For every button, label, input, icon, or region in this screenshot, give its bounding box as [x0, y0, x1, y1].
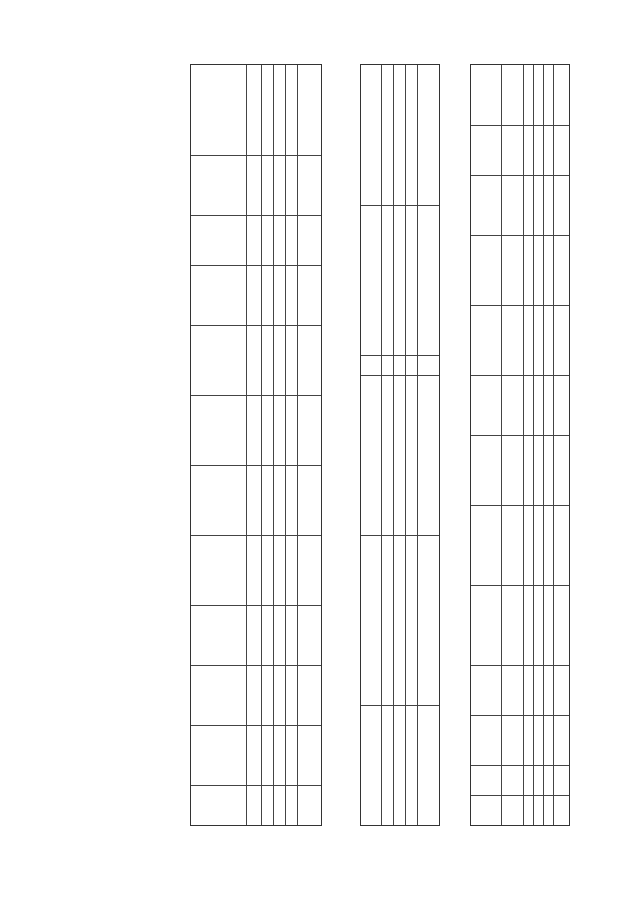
form-sheet: [20, 24, 620, 884]
calculation-table-2-1-4: [470, 64, 570, 826]
expense-table-3: [360, 64, 440, 826]
detail-table-3-1-1: [190, 64, 322, 826]
